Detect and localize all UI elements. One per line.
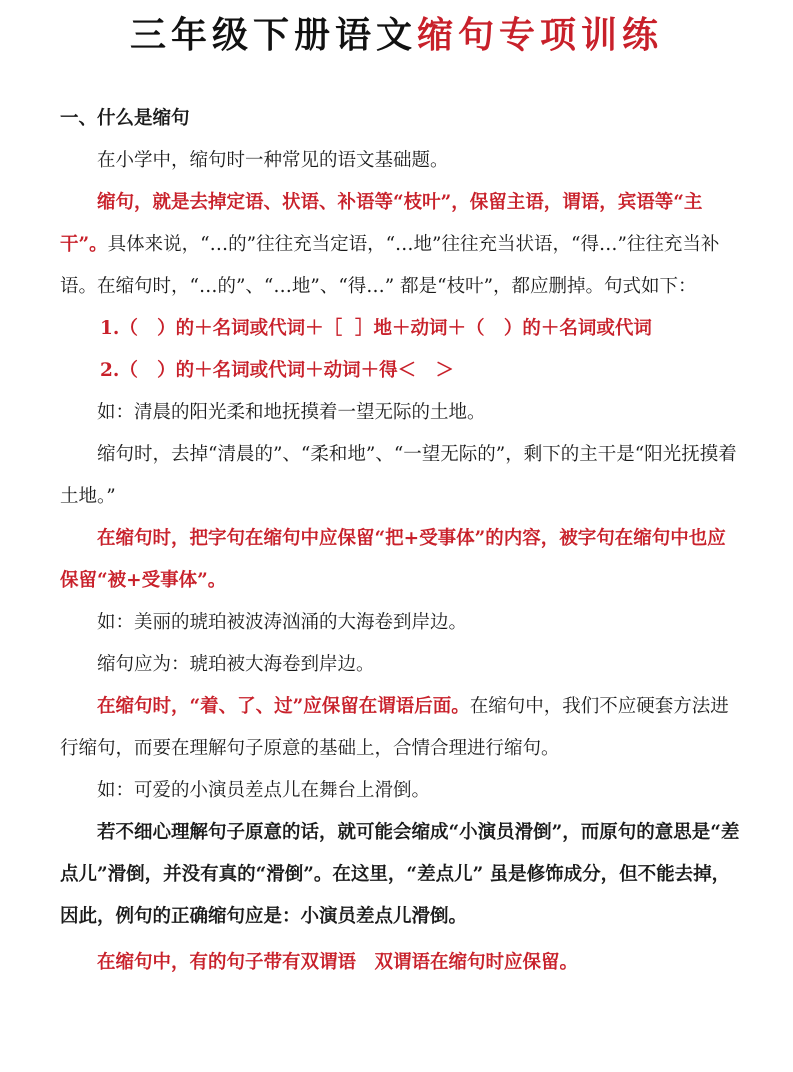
rule-aspect-highlight: 在缩句时，“着、了、过”应保留在谓语后面。: [97, 696, 470, 717]
example-1: 如：清晨的阳光柔和地抚摸着一望无际的土地。: [97, 402, 486, 423]
example-2: 如：美丽的琥珀被波涛汹涌的大海卷到岸边。: [97, 612, 468, 633]
example-3: 如：可爱的小演员差点儿在舞台上滑倒。: [97, 780, 431, 801]
title-black-part: 三年级下册语文: [129, 15, 417, 56]
definition-text: 具体来说，“…的”往往充当定语，“…地”往往充当状语，“得…”往往充当补语。在缩句时，“…的”、“…地”、“得…” 都是“枝叶”，都应删掉。句式如下：: [60, 234, 720, 297]
definition-paragraph: [60, 182, 740, 308]
rule-ba-bei: 在缩句时，把字句在缩句中应保留“把+受事体”的内容，被字句在缩句中也应保留“被+受事体”。: [60, 528, 726, 591]
page-title: [0, 10, 793, 62]
rule-double-predicate: 在缩句中，有的句子带有双谓语 双谓语在缩句时应保留。: [97, 952, 579, 973]
example-3-result: 若不细心理解句子原意的话，就可能会缩成“小演员滑倒”，而原句的意思是“差点儿”滑倒，并没有真的“滑倒”。在这里，“差点儿” 虽是修饰成分，但不能去掉，因此，例句的正确缩句应是：小演员差点儿滑倒。: [60, 822, 740, 927]
example-2-result: 缩句应为：琥珀被大海卷到岸边。: [97, 654, 375, 675]
rule-aspect-text: 在缩句中，我们不应硬套方法进行缩句，而要在理解句子原意的基础上，合情合理进行缩句。: [60, 696, 729, 759]
example-1-result: 缩句时，去掉“清晨的”、“柔和地”、“一望无际的”，剩下的主干是“阳光抚摸着土地。”: [60, 444, 737, 507]
formula-2: 2.（ ）的＋名词或代词＋动词＋得＜ ＞: [100, 360, 454, 381]
rule-aspect-paragraph: [60, 686, 740, 770]
section-heading: 一、什么是缩句: [60, 108, 190, 129]
document-body: [60, 98, 740, 984]
title-red-part: 缩句专项训练: [417, 15, 664, 56]
formula-1: 1.（ ）的＋名词或代词＋［ ］地＋动词＋（ ）的＋名词或代词: [100, 318, 652, 339]
definition-highlight: 缩句，就是去掉定语、状语、补语等“枝叶”，保留主语，谓语，宾语等“主干”。: [60, 192, 703, 255]
intro-paragraph: 在小学中，缩句时一种常见的语文基础题。: [97, 150, 449, 171]
